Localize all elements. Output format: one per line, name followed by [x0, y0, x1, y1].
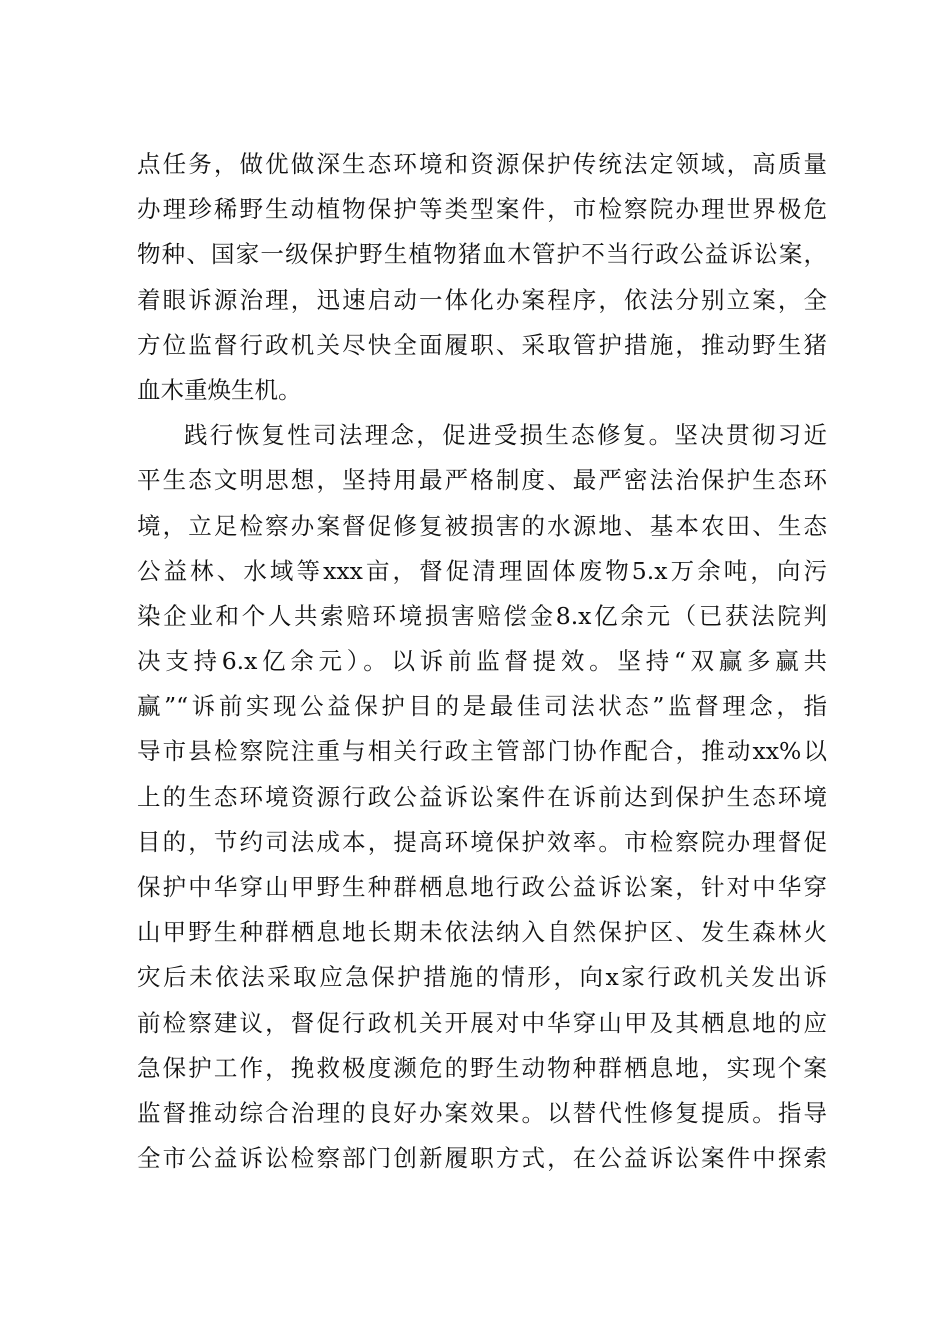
text-line: 方位监督行政机关尽快全面履职、采取管护措施，推动野生猪 [137, 330, 827, 359]
text-line: 践行恢复性司法理念，促进受损生态修复。坚决贯彻习近 [184, 421, 827, 450]
text-line: 点任务，做优做深生态环境和资源保护传统法定领域，高质量 [137, 150, 827, 178]
text-line: 着眼诉源治理，迅速启动一体化办案程序，依法分别立案，全 [137, 285, 827, 314]
text-line: 急保护工作，挽救极度濒危的野生动物种群栖息地，实现个案 [137, 1053, 827, 1082]
text-line: 办理珍稀野生动植物保护等类型案件，市检察院办理世界极危 [137, 195, 827, 224]
text-line: 上的生态环境资源行政公益诉讼案件在诉前达到保护生态环境 [137, 782, 827, 811]
text-line: 监督推动综合治理的良好办案效果。以替代性修复提质。指导 [137, 1098, 827, 1127]
text-line: 灾后未依法采取应急保护措施的情形，向x家行政机关发出诉 [137, 963, 827, 992]
text-line: 赢”“诉前实现公益保护目的是最佳司法状态”监督理念，指 [137, 692, 827, 721]
text-line: 全市公益诉讼检察部门创新履职方式，在公益诉讼案件中探索 [137, 1144, 827, 1173]
body-text [137, 142, 827, 1181]
text-line: 公益林、水域等xxx亩，督促清理固体废物5.x万余吨，向污 [137, 556, 827, 585]
text-line: 染企业和个人共索赔环境损害赔偿金8.x亿余元（已获法院判 [137, 601, 827, 630]
text-line: 导市县检察院注重与相关行政主管部门协作配合，推动xx%以 [137, 737, 827, 766]
text-line: 血木重焕生机。 [137, 375, 302, 404]
text-line: 山甲野生种群栖息地长期未依法纳入自然保护区、发生森林火 [137, 918, 827, 947]
text-line: 物种、国家一级保护野生植物猪血木管护不当行政公益诉讼案， [137, 240, 827, 269]
text-line: 境，立足检察办案督促修复被损害的水源地、基本农田、生态 [137, 511, 827, 540]
text-line: 决支持6.x亿余元）。以诉前监督提效。坚持“双赢多赢共 [137, 647, 827, 676]
text-line: 保护中华穿山甲野生种群栖息地行政公益诉讼案，针对中华穿 [137, 873, 827, 901]
text-line: 前检察建议，督促行政机关开展对中华穿山甲及其栖息地的应 [137, 1008, 827, 1037]
text-line: 目的，节约司法成本，提高环境保护效率。市检察院办理督促 [137, 827, 827, 856]
text-line: 平生态文明思想，坚持用最严格制度、最严密法治保护生态环 [137, 466, 827, 495]
